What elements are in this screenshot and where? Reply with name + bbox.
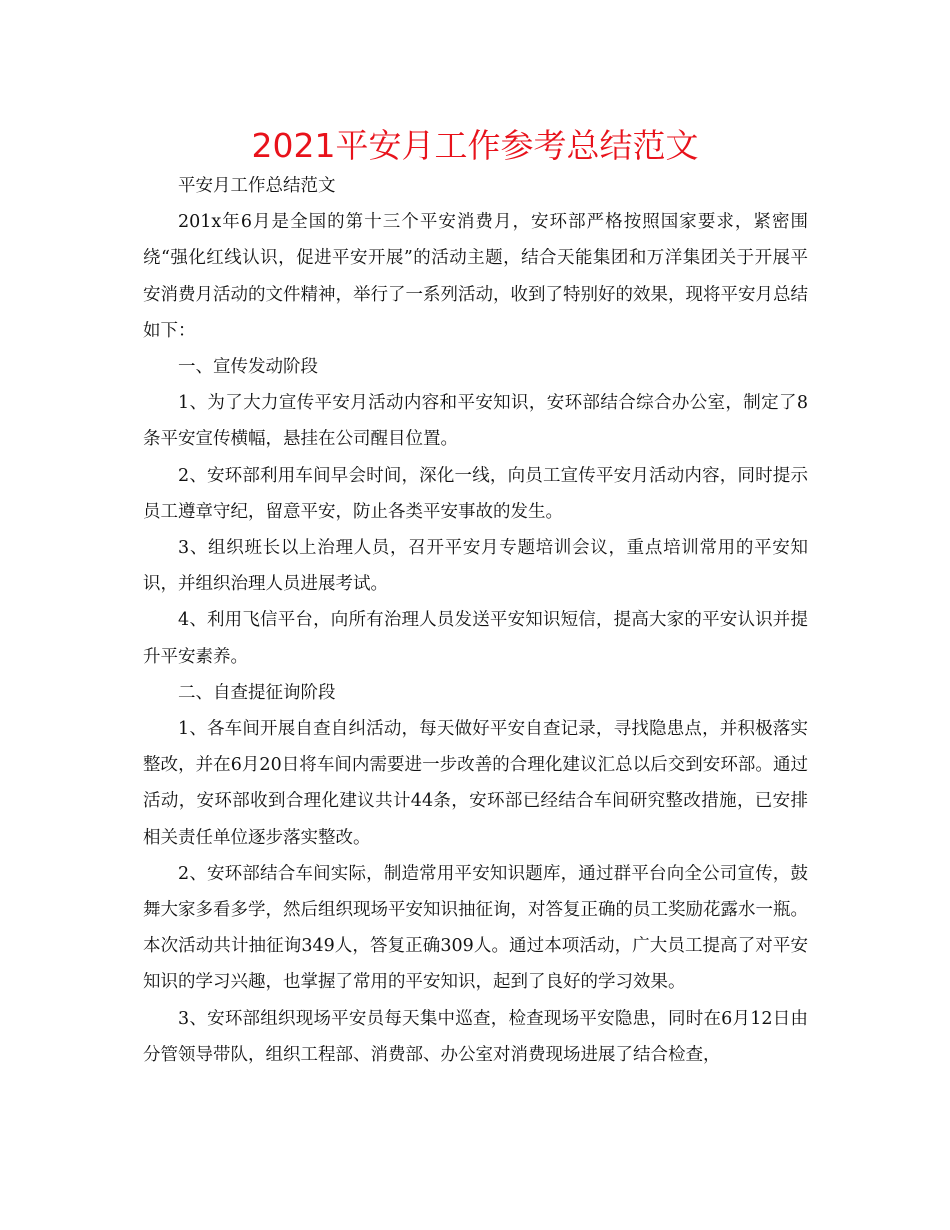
section-heading-1: 一、宣传发动阶段	[178, 357, 318, 378]
document-body	[143, 168, 808, 1073]
paragraph-intro: 201x年6月是全国的第十三个平安消费月，安环部严格按照国家要求，紧密围绕“强化红线认识，促进平安开展”的活动主题，结合天能集团和万洋集团关于开展平安消费月活动的文件精神，举行了一系列活动，收到了特别好的效果，现将平安月总结如下：	[143, 212, 808, 341]
section-heading-2: 二、自查提征询阶段	[178, 682, 336, 703]
paragraph-item: 1、各车间开展自查自纠活动，每天做好平安自查记录，寻找隐患点，并积极落实整改，并在6月20日将车间内需要进一步改善的合理化建议汇总以后交到安环部。通过活动，安环部收到合理化建议共计44条，安环部已经结合车间研究整改措施，已安排相关责任单位逐步落实整改。	[143, 719, 808, 848]
paragraph-item: 2、安环部结合车间实际，制造常用平安知识题库，通过群平台向全公司宣传，鼓舞大家多看多学，然后组织现场平安知识抽征询，对答复正确的员工奖励花露水一瓶。本次活动共计抽征询349人，答复正确309人。通过本项活动，广大员工提高了对平安知识的学习兴趣，也掌握了常用的平安知识，起到了良好的学习效果。	[143, 863, 808, 993]
paragraph-item: 2、安环部利用车间早会时间，深化一线，向员工宣传平安月活动内容，同时提示员工遵章守纪，留意平安，防止各类平安事故的发生。	[143, 465, 808, 522]
paragraph-item: 1、为了大力宣传平安月活动内容和平安知识，安环部结合综合办公室，制定了8条平安宣传横幅，悬挂在公司醒目位置。	[143, 393, 808, 450]
paragraph-item: 4、利用飞信平台，向所有治理人员发送平安知识短信，提高大家的平安认识并提升平安素养。	[143, 610, 808, 667]
paragraph-subtitle: 平安月工作总结范文	[178, 176, 336, 196]
paragraph-item: 3、组织班长以上治理人员，召开平安月专题培训会议，重点培训常用的平安知识，并组织治理人员进展考试。	[143, 538, 808, 595]
paragraph-item: 3、安环部组织现场平安员每天集中巡查，检查现场平安隐患，同时在6月12日由分管领导带队，组织工程部、消费部、办公室对消费现场进展了结合检查，	[143, 1008, 808, 1065]
document-title: 2021平安月工作参考总结范文	[251, 126, 699, 165]
